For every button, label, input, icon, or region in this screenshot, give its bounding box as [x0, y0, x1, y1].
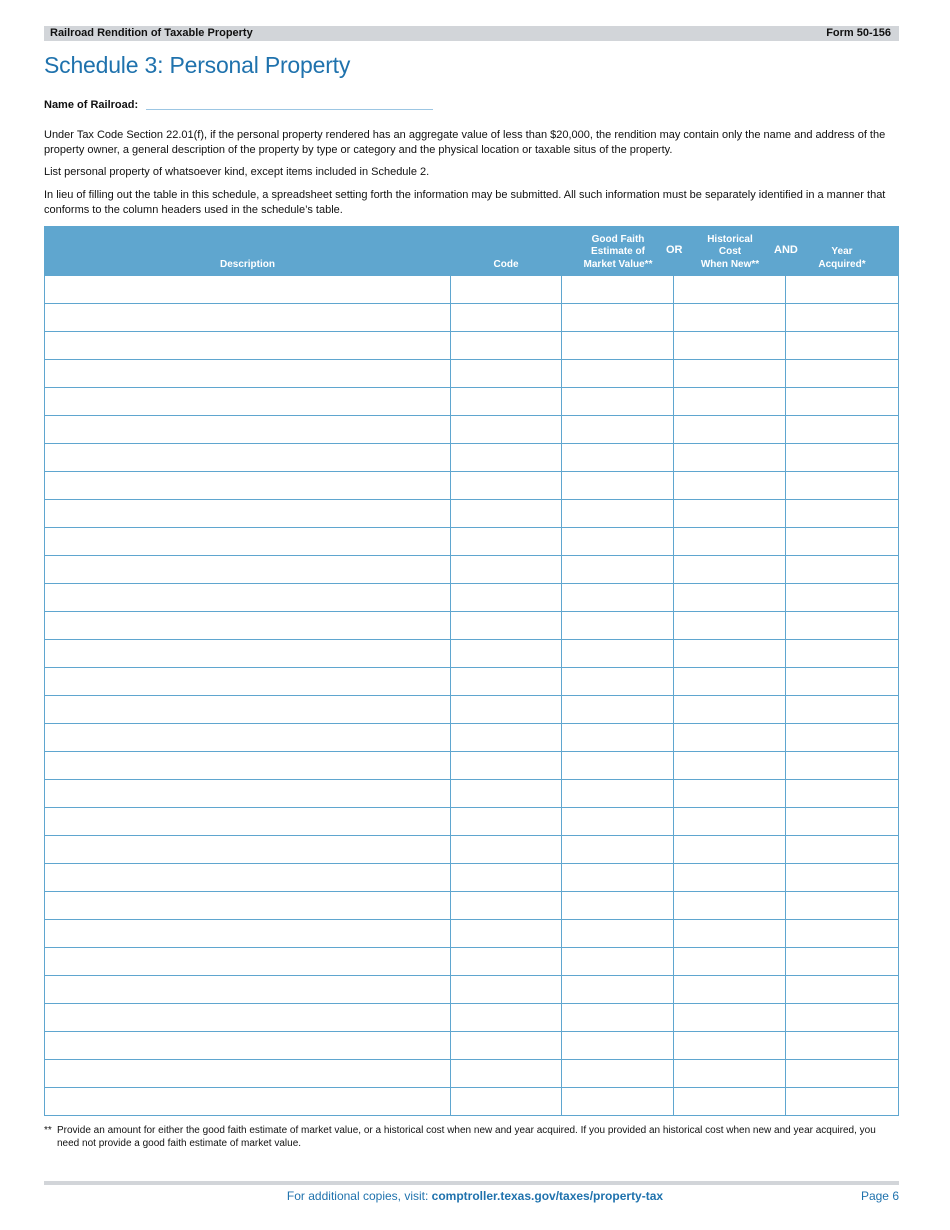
footer-copies	[0, 1189, 950, 1203]
cell-good-faith-estimate[interactable]	[561, 976, 673, 1003]
form-number: Form 50-156	[826, 27, 891, 39]
cell-good-faith-estimate[interactable]	[561, 724, 673, 751]
cell-code[interactable]	[450, 388, 562, 415]
cell-good-faith-estimate[interactable]	[561, 1088, 673, 1115]
cell-description[interactable]	[45, 1004, 450, 1031]
cell-year-acquired[interactable]	[785, 1060, 898, 1087]
table-body	[45, 275, 898, 1115]
table-row	[45, 975, 898, 1003]
cell-code[interactable]	[450, 556, 562, 583]
cell-historical-cost[interactable]	[673, 724, 785, 751]
cell-code[interactable]	[450, 1088, 562, 1115]
table-row	[45, 331, 898, 359]
cell-historical-cost[interactable]	[673, 472, 785, 499]
cell-historical-cost[interactable]	[673, 304, 785, 331]
cell-description[interactable]	[45, 612, 450, 639]
cell-year-acquired[interactable]	[785, 276, 898, 303]
cell-description[interactable]	[45, 1088, 450, 1115]
table-row	[45, 751, 898, 779]
cell-year-acquired[interactable]	[785, 752, 898, 779]
table-header	[45, 227, 898, 275]
column-header-code: Code	[493, 258, 519, 270]
cell-description[interactable]	[45, 528, 450, 555]
cell-description[interactable]	[45, 332, 450, 359]
cell-year-acquired[interactable]	[785, 836, 898, 863]
cell-year-acquired[interactable]	[785, 948, 898, 975]
cell-good-faith-estimate[interactable]	[561, 780, 673, 807]
cell-year-acquired[interactable]	[785, 668, 898, 695]
cell-code[interactable]	[450, 808, 562, 835]
cell-year-acquired[interactable]	[785, 780, 898, 807]
cell-code[interactable]	[450, 444, 562, 471]
table-row	[45, 1003, 898, 1031]
cell-year-acquired[interactable]	[785, 472, 898, 499]
cell-historical-cost[interactable]	[673, 1004, 785, 1031]
cell-year-acquired[interactable]	[785, 1004, 898, 1031]
cell-historical-cost[interactable]	[673, 1032, 785, 1059]
cell-code[interactable]	[450, 528, 562, 555]
column-header-historical-cost: Historical Cost When New**	[700, 233, 760, 270]
cell-description[interactable]	[45, 556, 450, 583]
cell-code[interactable]	[450, 836, 562, 863]
footnote-text: Provide an amount for either the good faith estimate of market value, or a historical cost when new and year acquired. If you provided an historical cost when new and year acquired, you need not provide a good faith estimate of market value.	[57, 1125, 876, 1149]
cell-code[interactable]	[450, 724, 562, 751]
cell-year-acquired[interactable]	[785, 416, 898, 443]
footer-url-link[interactable]: comptroller.texas.gov/taxes/property-tax	[431, 1189, 664, 1203]
cell-historical-cost[interactable]	[673, 752, 785, 779]
table-row	[45, 919, 898, 947]
instruction-paragraph: Under Tax Code Section 22.01(f), if the personal property rendered has an aggregate value of less than $20,000, the rendition may contain only the name and address of the property owner, a general description of the property by type or category and the physical location or taxable situs of the property.	[44, 129, 886, 156]
cell-historical-cost[interactable]	[673, 528, 785, 555]
cell-code[interactable]	[450, 920, 562, 947]
and-separator: AND	[774, 244, 798, 256]
cell-description[interactable]	[45, 948, 450, 975]
cell-good-faith-estimate[interactable]	[561, 808, 673, 835]
cell-good-faith-estimate[interactable]	[561, 472, 673, 499]
cell-year-acquired[interactable]	[785, 864, 898, 891]
cell-description[interactable]	[45, 388, 450, 415]
table-row	[45, 835, 898, 863]
cell-good-faith-estimate[interactable]	[561, 696, 673, 723]
cell-code[interactable]	[450, 696, 562, 723]
cell-year-acquired[interactable]	[785, 444, 898, 471]
cell-year-acquired[interactable]	[785, 500, 898, 527]
table-row	[45, 359, 898, 387]
cell-good-faith-estimate[interactable]	[561, 864, 673, 891]
table-row	[45, 807, 898, 835]
instruction-paragraph: In lieu of filling out the table in this schedule, a spreadsheet setting forth the information may be submitted. All such information must be separately identified in a manner that conforms to the column headers used in the schedule’s table.	[44, 189, 886, 216]
cell-historical-cost[interactable]	[673, 612, 785, 639]
instruction-paragraph: List personal property of whatsoever kind, except items included in Schedule 2.	[44, 166, 430, 178]
cell-historical-cost[interactable]	[673, 920, 785, 947]
cell-year-acquired[interactable]	[785, 332, 898, 359]
cell-historical-cost[interactable]	[673, 948, 785, 975]
cell-description[interactable]	[45, 1032, 450, 1059]
table-row	[45, 275, 898, 303]
table-row	[45, 471, 898, 499]
or-separator: OR	[666, 244, 683, 256]
cell-good-faith-estimate[interactable]	[561, 416, 673, 443]
cell-year-acquired[interactable]	[785, 388, 898, 415]
cell-historical-cost[interactable]	[673, 360, 785, 387]
cell-description[interactable]	[45, 920, 450, 947]
cell-code[interactable]	[450, 892, 562, 919]
cell-description[interactable]	[45, 584, 450, 611]
table-row	[45, 947, 898, 975]
cell-code[interactable]	[450, 332, 562, 359]
cell-historical-cost[interactable]	[673, 388, 785, 415]
cell-code[interactable]	[450, 304, 562, 331]
table-row	[45, 611, 898, 639]
cell-good-faith-estimate[interactable]	[561, 332, 673, 359]
cell-code[interactable]	[450, 780, 562, 807]
column-header-year-acquired: Year Acquired*	[818, 246, 866, 270]
cell-year-acquired[interactable]	[785, 1032, 898, 1059]
cell-code[interactable]	[450, 416, 562, 443]
table-row	[45, 667, 898, 695]
table-row	[45, 387, 898, 415]
cell-code[interactable]	[450, 1032, 562, 1059]
cell-year-acquired[interactable]	[785, 976, 898, 1003]
cell-code[interactable]	[450, 1060, 562, 1087]
cell-year-acquired[interactable]	[785, 696, 898, 723]
cell-good-faith-estimate[interactable]	[561, 1032, 673, 1059]
table-row	[45, 527, 898, 555]
cell-good-faith-estimate[interactable]	[561, 360, 673, 387]
cell-good-faith-estimate[interactable]	[561, 836, 673, 863]
footer-prefix: For additional copies, visit:	[286, 1189, 432, 1203]
cell-code[interactable]	[450, 472, 562, 499]
table-row	[45, 443, 898, 471]
cell-year-acquired[interactable]	[785, 612, 898, 639]
footnote-mark: **	[44, 1125, 52, 1136]
cell-historical-cost[interactable]	[673, 668, 785, 695]
cell-good-faith-estimate[interactable]	[561, 528, 673, 555]
cell-year-acquired[interactable]	[785, 360, 898, 387]
table-row	[45, 415, 898, 443]
cell-good-faith-estimate[interactable]	[561, 668, 673, 695]
cell-good-faith-estimate[interactable]	[561, 892, 673, 919]
cell-code[interactable]	[450, 360, 562, 387]
cell-good-faith-estimate[interactable]	[561, 276, 673, 303]
cell-historical-cost[interactable]	[673, 416, 785, 443]
cell-description[interactable]	[45, 640, 450, 667]
cell-code[interactable]	[450, 864, 562, 891]
cell-good-faith-estimate[interactable]	[561, 640, 673, 667]
footer-divider	[44, 1181, 899, 1185]
cell-good-faith-estimate[interactable]	[561, 304, 673, 331]
cell-year-acquired[interactable]	[785, 584, 898, 611]
cell-historical-cost[interactable]	[673, 864, 785, 891]
cell-good-faith-estimate[interactable]	[561, 444, 673, 471]
cell-historical-cost[interactable]	[673, 836, 785, 863]
cell-year-acquired[interactable]	[785, 304, 898, 331]
cell-code[interactable]	[450, 276, 562, 303]
cell-description[interactable]	[45, 416, 450, 443]
cell-description[interactable]	[45, 696, 450, 723]
table-row	[45, 1031, 898, 1059]
column-header-description: Description	[219, 258, 275, 270]
table-row	[45, 639, 898, 667]
cell-historical-cost[interactable]	[673, 976, 785, 1003]
cell-description[interactable]	[45, 1060, 450, 1087]
form-header-bar	[44, 26, 899, 41]
cell-good-faith-estimate[interactable]	[561, 920, 673, 947]
footnote	[44, 1124, 899, 1150]
cell-description[interactable]	[45, 472, 450, 499]
cell-description[interactable]	[45, 976, 450, 1003]
cell-description[interactable]	[45, 892, 450, 919]
form-title: Railroad Rendition of Taxable Property	[50, 27, 253, 39]
cell-historical-cost[interactable]	[673, 332, 785, 359]
cell-description[interactable]	[45, 304, 450, 331]
cell-historical-cost[interactable]	[673, 808, 785, 835]
cell-description[interactable]	[45, 500, 450, 527]
cell-year-acquired[interactable]	[785, 920, 898, 947]
table-row	[45, 779, 898, 807]
cell-historical-cost[interactable]	[673, 640, 785, 667]
cell-description[interactable]	[45, 864, 450, 891]
cell-good-faith-estimate[interactable]	[561, 612, 673, 639]
cell-good-faith-estimate[interactable]	[561, 948, 673, 975]
cell-description[interactable]	[45, 780, 450, 807]
cell-good-faith-estimate[interactable]	[561, 752, 673, 779]
cell-description[interactable]	[45, 360, 450, 387]
cell-code[interactable]	[450, 584, 562, 611]
table-row	[45, 1087, 898, 1115]
table-row	[45, 891, 898, 919]
page-title: Schedule 3: Personal Property	[44, 52, 351, 78]
cell-year-acquired[interactable]	[785, 892, 898, 919]
cell-historical-cost[interactable]	[673, 276, 785, 303]
cell-year-acquired[interactable]	[785, 808, 898, 835]
cell-code[interactable]	[450, 668, 562, 695]
table-row	[45, 583, 898, 611]
cell-good-faith-estimate[interactable]	[561, 1004, 673, 1031]
railroad-name-label: Name of Railroad:	[44, 99, 139, 111]
table-row	[45, 303, 898, 331]
cell-description[interactable]	[45, 752, 450, 779]
cell-code[interactable]	[450, 612, 562, 639]
cell-code[interactable]	[450, 948, 562, 975]
cell-good-faith-estimate[interactable]	[561, 500, 673, 527]
cell-historical-cost[interactable]	[673, 696, 785, 723]
cell-historical-cost[interactable]	[673, 1060, 785, 1087]
cell-good-faith-estimate[interactable]	[561, 584, 673, 611]
cell-code[interactable]	[450, 1004, 562, 1031]
table-row	[45, 863, 898, 891]
cell-historical-cost[interactable]	[673, 556, 785, 583]
cell-year-acquired[interactable]	[785, 528, 898, 555]
table-row	[45, 695, 898, 723]
cell-year-acquired[interactable]	[785, 1088, 898, 1115]
cell-code[interactable]	[450, 640, 562, 667]
table-row	[45, 1059, 898, 1087]
cell-code[interactable]	[450, 976, 562, 1003]
cell-code[interactable]	[450, 752, 562, 779]
cell-historical-cost[interactable]	[673, 500, 785, 527]
personal-property-table	[44, 226, 899, 1116]
cell-description[interactable]	[45, 668, 450, 695]
cell-year-acquired[interactable]	[785, 556, 898, 583]
table-row	[45, 723, 898, 751]
cell-good-faith-estimate[interactable]	[561, 388, 673, 415]
cell-description[interactable]	[45, 724, 450, 751]
cell-historical-cost[interactable]	[673, 444, 785, 471]
cell-historical-cost[interactable]	[673, 1088, 785, 1115]
cell-description[interactable]	[45, 808, 450, 835]
cell-historical-cost[interactable]	[673, 584, 785, 611]
cell-historical-cost[interactable]	[673, 780, 785, 807]
page-number: Page 6	[860, 1189, 899, 1203]
cell-good-faith-estimate[interactable]	[561, 556, 673, 583]
table-row	[45, 555, 898, 583]
column-header-good-faith-estimate: Good Faith Estimate of Market Value**	[583, 233, 653, 270]
railroad-name-input[interactable]	[146, 109, 433, 110]
cell-year-acquired[interactable]	[785, 640, 898, 667]
cell-description[interactable]	[45, 836, 450, 863]
cell-description[interactable]	[45, 444, 450, 471]
cell-description[interactable]	[45, 276, 450, 303]
table-row	[45, 499, 898, 527]
cell-good-faith-estimate[interactable]	[561, 1060, 673, 1087]
cell-code[interactable]	[450, 500, 562, 527]
cell-year-acquired[interactable]	[785, 724, 898, 751]
cell-historical-cost[interactable]	[673, 892, 785, 919]
